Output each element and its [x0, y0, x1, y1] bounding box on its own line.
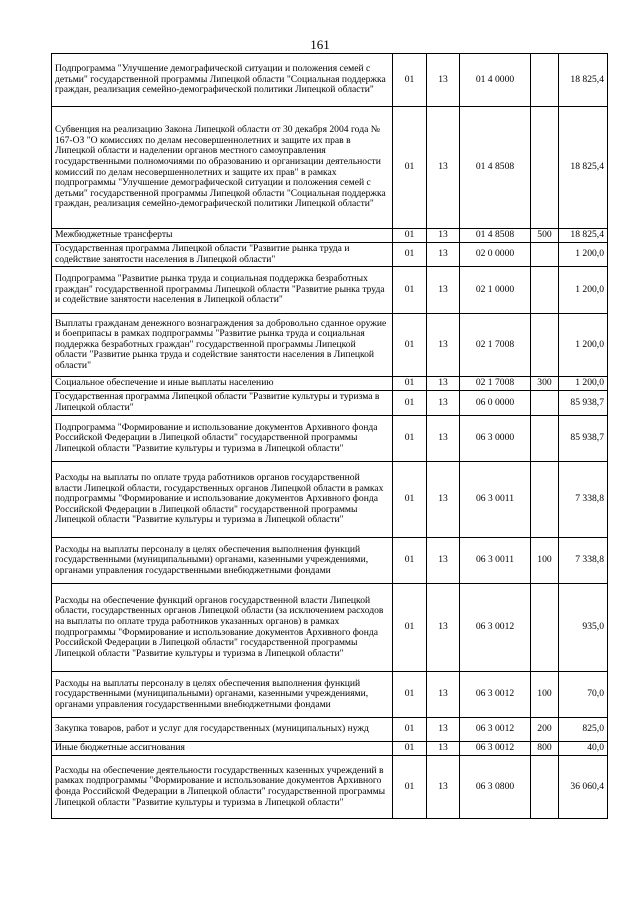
- ministry-code: 01: [393, 462, 427, 538]
- row-name: Выплаты гражданам денежного вознаграждения за добровольно сданное оружие и боеприпасы в рамках подпрограммы "Развитие рынка труда и социальная поддержка безработных граждан" государственной программы Липецкой области "Развитие рынка труда и содействие занятости населения в Липецкой области": [52, 314, 393, 377]
- ministry-code: 01: [393, 107, 427, 229]
- expense-type-code: [531, 54, 559, 107]
- section-code: 13: [427, 391, 460, 416]
- row-name: Социальное обеспечение и иные выплаты населению: [52, 377, 393, 391]
- row-name: Иные бюджетные ассигнования: [52, 742, 393, 756]
- section-code: 13: [427, 107, 460, 229]
- row-name: Закупка товаров, работ и услуг для государственных (муниципальных) нужд: [52, 718, 393, 742]
- amount: 18 825,4: [559, 107, 608, 229]
- row-name: Подпрограмма "Улучшение демографической ситуации и положения семей с детьми" государственной программы Липецкой области "Социальная поддержка граждан, реализация семейно-демографической политики Липецкой области": [52, 54, 393, 107]
- table-row: [52, 54, 608, 107]
- section-code: 13: [427, 243, 460, 267]
- table-row: [52, 756, 608, 819]
- target-article-code: 06 3 0011: [460, 538, 531, 584]
- table-row: [52, 391, 608, 416]
- section-code: 13: [427, 742, 460, 756]
- table-row: [52, 377, 608, 391]
- target-article-code: 01 4 8508: [460, 229, 531, 243]
- amount: 1 200,0: [559, 267, 608, 314]
- expense-type-code: [531, 391, 559, 416]
- expense-type-code: [531, 584, 559, 672]
- expense-type-code: 800: [531, 742, 559, 756]
- ministry-code: 01: [393, 229, 427, 243]
- table-row: [52, 462, 608, 538]
- expense-type-code: [531, 267, 559, 314]
- row-name: Расходы на выплаты по оплате труда работников органов государственной власти Липецкой области, государственных органов Липецкой области в рамках подпрограммы "Формирование и использование документов Архивного фонда Российской Федерации в Липецкой области" государственной программы Липецкой области "Развитие культуры и туризма в Липецкой области": [52, 462, 393, 538]
- target-article-code: 06 0 0000: [460, 391, 531, 416]
- page-number: 161: [310, 37, 330, 52]
- expense-type-code: 200: [531, 718, 559, 742]
- section-code: 13: [427, 54, 460, 107]
- row-name: Подпрограмма "Развитие рынка труда и социальная поддержка безработных граждан" государственной программы Липецкой области "Развитие рынка труда и содействие занятости населения в Липецкой области": [52, 267, 393, 314]
- section-code: 13: [427, 416, 460, 462]
- ministry-code: 01: [393, 416, 427, 462]
- ministry-code: 01: [393, 377, 427, 391]
- target-article-code: 02 1 7008: [460, 377, 531, 391]
- section-code: 13: [427, 314, 460, 377]
- expense-type-code: [531, 107, 559, 229]
- ministry-code: 01: [393, 584, 427, 672]
- amount: 7 338,8: [559, 538, 608, 584]
- target-article-code: 06 3 0800: [460, 756, 531, 819]
- table-row: [52, 742, 608, 756]
- expense-type-code: [531, 462, 559, 538]
- budget-table: [51, 53, 608, 819]
- table-row: [52, 267, 608, 314]
- table-row: [52, 243, 608, 267]
- expense-type-code: 300: [531, 377, 559, 391]
- expense-type-code: [531, 416, 559, 462]
- section-code: 13: [427, 718, 460, 742]
- table-row: [52, 672, 608, 718]
- expense-type-code: 100: [531, 672, 559, 718]
- table-row: [52, 314, 608, 377]
- row-name: Субвенция на реализацию Закона Липецкой области от 30 декабря 2004 года № 167-ОЗ "О комиссиях по делам несовершеннолетних и защите их прав в Липецкой области и наделении органов местного самоуправления государственными полномочиями по образованию и организации деятельности комиссий по делам несовершеннолетних и защите их прав" в рамках подпрограммы "Улучшение демографической ситуации и положения семей с детьми" государственной программы Липецкой области "Социальная поддержка граждан, реализация семейно-демографической политики Липецкой области": [52, 107, 393, 229]
- ministry-code: 01: [393, 742, 427, 756]
- amount: 85 938,7: [559, 391, 608, 416]
- target-article-code: 06 3 0012: [460, 672, 531, 718]
- row-name: Подпрограмма "Формирование и использование документов Архивного фонда Российской Федерации в Липецкой области" государственной программы Липецкой области "Развитие культуры и туризма в Липецкой области": [52, 416, 393, 462]
- ministry-code: 01: [393, 538, 427, 584]
- amount: 7 338,8: [559, 462, 608, 538]
- target-article-code: 02 1 0000: [460, 267, 531, 314]
- target-article-code: 06 3 0012: [460, 742, 531, 756]
- expense-type-code: 100: [531, 538, 559, 584]
- row-name: Расходы на обеспечение деятельности государственных казенных учреждений в рамках подпрограммы "Формирование и использование документов Архивного фонда Российской Федерации в Липецкой области" государственной программы Липецкой области "Развитие культуры и туризма в Липецкой области": [52, 756, 393, 819]
- expense-type-code: [531, 243, 559, 267]
- amount: 1 200,0: [559, 377, 608, 391]
- section-code: 13: [427, 462, 460, 538]
- section-code: 13: [427, 756, 460, 819]
- expense-type-code: 500: [531, 229, 559, 243]
- section-code: 13: [427, 267, 460, 314]
- amount: 1 200,0: [559, 243, 608, 267]
- target-article-code: 06 3 0012: [460, 718, 531, 742]
- amount: 825,0: [559, 718, 608, 742]
- section-code: 13: [427, 229, 460, 243]
- target-article-code: 02 1 7008: [460, 314, 531, 377]
- amount: 85 938,7: [559, 416, 608, 462]
- amount: 36 060,4: [559, 756, 608, 819]
- target-article-code: 06 3 0000: [460, 416, 531, 462]
- section-code: 13: [427, 672, 460, 718]
- ministry-code: 01: [393, 672, 427, 718]
- expense-type-code: [531, 756, 559, 819]
- section-code: 13: [427, 584, 460, 672]
- amount: 935,0: [559, 584, 608, 672]
- table-row: [52, 538, 608, 584]
- section-code: 13: [427, 538, 460, 584]
- ministry-code: 01: [393, 718, 427, 742]
- target-article-code: 06 3 0012: [460, 584, 531, 672]
- target-article-code: 01 4 0000: [460, 54, 531, 107]
- table-row: [52, 107, 608, 229]
- row-name: Государственная программа Липецкой области "Развитие рынка труда и содействие занятости населения в Липецкой области": [52, 243, 393, 267]
- row-name: Расходы на обеспечение функций органов государственной власти Липецкой области, государственных органов Липецкой области (за исключением расходов на выплаты по оплате труда работников указанных органов) в рамках подпрограммы "Формирование и использование документов Архивного фонда Российской Федерации в Липецкой области" государственной программы Липецкой области "Развитие культуры и туризма в Липецкой области": [52, 584, 393, 672]
- table-row: [52, 718, 608, 742]
- expense-type-code: [531, 314, 559, 377]
- ministry-code: 01: [393, 54, 427, 107]
- amount: 18 825,4: [559, 54, 608, 107]
- target-article-code: 01 4 8508: [460, 107, 531, 229]
- row-name: Расходы на выплаты персоналу в целях обеспечения выполнения функций государственными (муниципальными) органами, казенными учреждениями, органами управления государственными внебюджетными фондами: [52, 672, 393, 718]
- target-article-code: 02 0 0000: [460, 243, 531, 267]
- ministry-code: 01: [393, 391, 427, 416]
- table-row: [52, 229, 608, 243]
- ministry-code: 01: [393, 267, 427, 314]
- row-name: Межбюджетные трансферты: [52, 229, 393, 243]
- table-row: [52, 584, 608, 672]
- row-name: Расходы на выплаты персоналу в целях обеспечения выполнения функций государственными (муниципальными) органами, казенными учреждениями, органами управления государственными внебюджетными фондами: [52, 538, 393, 584]
- ministry-code: 01: [393, 314, 427, 377]
- amount: 70,0: [559, 672, 608, 718]
- row-name: Государственная программа Липецкой области "Развитие культуры и туризма в Липецкой области": [52, 391, 393, 416]
- ministry-code: 01: [393, 756, 427, 819]
- table-row: [52, 416, 608, 462]
- section-code: 13: [427, 377, 460, 391]
- amount: 1 200,0: [559, 314, 608, 377]
- ministry-code: 01: [393, 243, 427, 267]
- amount: 40,0: [559, 742, 608, 756]
- amount: 18 825,4: [559, 229, 608, 243]
- target-article-code: 06 3 0011: [460, 462, 531, 538]
